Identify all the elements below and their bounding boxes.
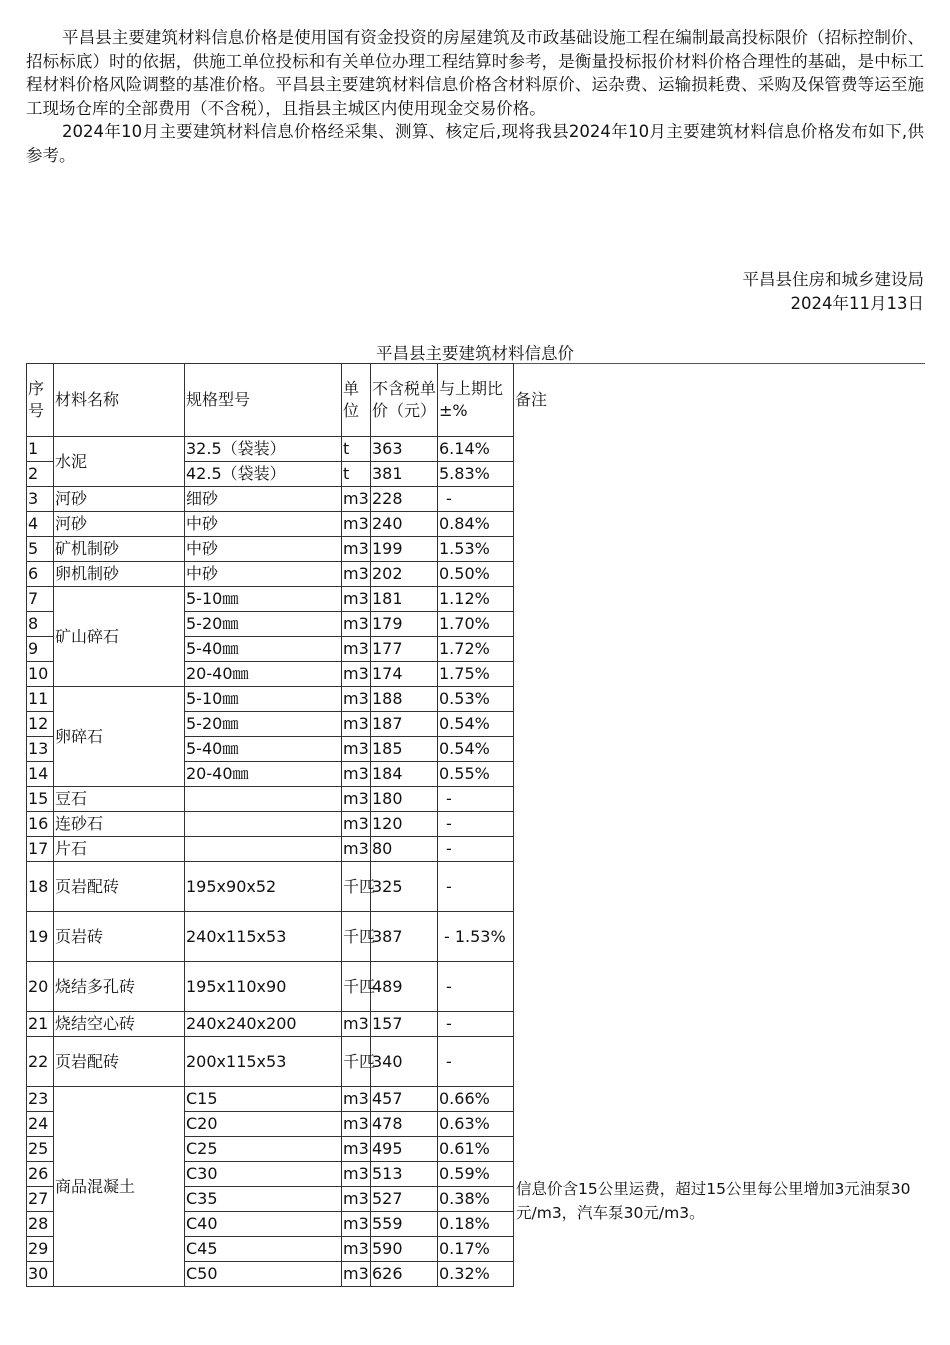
- row-change: 0.63%: [438, 1112, 514, 1137]
- row-spec: C45: [185, 1237, 342, 1262]
- row-spec: 195x110x90: [185, 962, 342, 1012]
- row-price: 495: [371, 1137, 438, 1162]
- row-change: 1.75%: [438, 662, 514, 687]
- row-change: 1.53%: [438, 537, 514, 562]
- row-no: 7: [27, 587, 54, 612]
- row-spec: C20: [185, 1112, 342, 1137]
- row-unit: m3: [342, 662, 371, 687]
- row-unit: m3: [342, 1087, 371, 1112]
- row-unit: m3: [342, 837, 371, 862]
- row-spec: C40: [185, 1212, 342, 1237]
- row-spec: 5-10㎜: [185, 587, 342, 612]
- row-remark: [514, 537, 925, 562]
- row-spec: [185, 787, 342, 812]
- row-remark: [514, 587, 925, 612]
- row-no: 4: [27, 512, 54, 537]
- row-unit: m3: [342, 1262, 371, 1287]
- row-change: 0.84%: [438, 512, 514, 537]
- row-material-name: 卵碎石: [54, 687, 185, 787]
- row-spec: 5-40㎜: [185, 737, 342, 762]
- row-unit: m3: [342, 762, 371, 787]
- row-price: 179: [371, 612, 438, 637]
- row-no: 28: [27, 1212, 54, 1237]
- row-price: 188: [371, 687, 438, 712]
- row-remark: [514, 437, 925, 462]
- row-price: 478: [371, 1112, 438, 1137]
- issuer-name: 平昌县住房和城乡建设局: [742, 270, 924, 289]
- row-spec: 20-40㎜: [185, 662, 342, 687]
- row-unit: t: [342, 437, 371, 462]
- row-remark: [514, 512, 925, 537]
- row-no: 29: [27, 1237, 54, 1262]
- row-unit: m3: [342, 787, 371, 812]
- row-material-name: 水泥: [54, 437, 185, 487]
- row-unit: m3: [342, 537, 371, 562]
- row-no: 8: [27, 612, 54, 637]
- row-price: 180: [371, 787, 438, 812]
- row-remark: [514, 637, 925, 662]
- row-material-name: 烧结多孔砖: [54, 962, 185, 1012]
- row-remark: [514, 737, 925, 762]
- row-change: 1.12%: [438, 587, 514, 612]
- table-row: [27, 787, 925, 812]
- row-no: 11: [27, 687, 54, 712]
- table-row: [27, 537, 925, 562]
- row-change: -: [438, 862, 514, 912]
- row-change: 0.50%: [438, 562, 514, 587]
- row-no: 30: [27, 1262, 54, 1287]
- row-no: 12: [27, 712, 54, 737]
- row-no: 10: [27, 662, 54, 687]
- row-remark: [514, 837, 925, 862]
- row-no: 22: [27, 1037, 54, 1087]
- header-unit: 单位: [342, 364, 371, 437]
- row-spec: 5-40㎜: [185, 637, 342, 662]
- table-row: [27, 1087, 925, 1112]
- row-unit: m3: [342, 512, 371, 537]
- table-row: [27, 437, 925, 462]
- row-change: 0.66%: [438, 1087, 514, 1112]
- row-no: 20: [27, 962, 54, 1012]
- row-no: 21: [27, 1012, 54, 1037]
- row-spec: 240x240x200: [185, 1012, 342, 1037]
- row-material-name: 河砂: [54, 487, 185, 512]
- row-spec: 200x115x53: [185, 1037, 342, 1087]
- row-material-name: 卵机制砂: [54, 562, 185, 587]
- row-unit: m3: [342, 612, 371, 637]
- row-no: 13: [27, 737, 54, 762]
- row-remark: [514, 812, 925, 837]
- row-material-name: 豆石: [54, 787, 185, 812]
- row-unit: 千匹: [342, 962, 371, 1012]
- row-unit: m3: [342, 487, 371, 512]
- row-change: -: [438, 962, 514, 1012]
- row-change: 5.83%: [438, 462, 514, 487]
- table-header-row: [27, 364, 925, 437]
- row-material-name: 烧结空心砖: [54, 1012, 185, 1037]
- row-change: 0.32%: [438, 1262, 514, 1287]
- row-price: 387: [371, 912, 438, 962]
- row-price: 513: [371, 1162, 438, 1187]
- row-spec: C35: [185, 1187, 342, 1212]
- row-remark: [514, 1012, 925, 1037]
- header-name: 材料名称: [54, 364, 185, 437]
- row-change: 0.55%: [438, 762, 514, 787]
- row-price: 187: [371, 712, 438, 737]
- concrete-remark: 信息价含15公里运费，超过15公里每公里增加3元油泵30元/m3，汽车泵30元/m3。: [516, 1179, 911, 1222]
- row-no: 5: [27, 537, 54, 562]
- row-price: 340: [371, 1037, 438, 1087]
- row-unit: 千匹: [342, 1037, 371, 1087]
- row-spec: 32.5（袋装）: [185, 437, 342, 462]
- header-change: 与上期比±%: [438, 364, 514, 437]
- row-material-name: 页岩配砖: [54, 1037, 185, 1087]
- row-change: 0.54%: [438, 737, 514, 762]
- row-no: 14: [27, 762, 54, 787]
- row-change: 0.17%: [438, 1237, 514, 1262]
- row-no: 25: [27, 1137, 54, 1162]
- row-remark: [514, 612, 925, 637]
- row-unit: m3: [342, 562, 371, 587]
- row-no: 18: [27, 862, 54, 912]
- row-material-name: 片石: [54, 837, 185, 862]
- table-row: [27, 812, 925, 837]
- row-unit: 千匹: [342, 862, 371, 912]
- row-no: 26: [27, 1162, 54, 1187]
- row-price: 527: [371, 1187, 438, 1212]
- row-spec: 中砂: [185, 562, 342, 587]
- row-remark: [514, 487, 925, 512]
- row-material-name: 连砂石: [54, 812, 185, 837]
- row-remark: [514, 787, 925, 812]
- row-material-name: 页岩砖: [54, 912, 185, 962]
- intro-text: [26, 26, 924, 167]
- row-price: 184: [371, 762, 438, 787]
- table-row: [27, 687, 925, 712]
- intro-paragraph-1: 平昌县主要建筑材料信息价格是使用国有资金投资的房屋建筑及市政基础设施工程在编制最高投标限价（招标控制价、招标标底）时的依据，供施工单位投标和有关单位办理工程结算时参考，是衡量投标报价材料价格合理性的基础，是中标工程材料价格风险调整的基准价格。平昌县主要建筑材料信息价格含材料原价、运杂费、运输损耗费、采购及保管费等运至施工现场仓库的全部费用（不含税），且指县主城区内使用现金交易价格。: [26, 28, 924, 118]
- row-remark: [514, 687, 925, 712]
- row-price: 240: [371, 512, 438, 537]
- row-unit: m3: [342, 1137, 371, 1162]
- row-price: 177: [371, 637, 438, 662]
- row-price: 381: [371, 462, 438, 487]
- row-change: -: [438, 812, 514, 837]
- row-material-name: 矿机制砂: [54, 537, 185, 562]
- row-spec: 20-40㎜: [185, 762, 342, 787]
- row-material-name: 商品混凝土: [54, 1087, 185, 1287]
- row-unit: m3: [342, 812, 371, 837]
- table-row: [27, 587, 925, 612]
- row-change: -: [438, 837, 514, 862]
- row-spec: [185, 812, 342, 837]
- row-price: 457: [371, 1087, 438, 1112]
- table-row: [27, 512, 925, 537]
- row-change: 1.72%: [438, 637, 514, 662]
- row-change: 6.14%: [438, 437, 514, 462]
- row-unit: m3: [342, 687, 371, 712]
- table-row: [27, 962, 925, 1012]
- row-no: 19: [27, 912, 54, 962]
- row-unit: m3: [342, 637, 371, 662]
- row-spec: 240x115x53: [185, 912, 342, 962]
- row-unit: m3: [342, 1237, 371, 1262]
- row-change: -: [438, 487, 514, 512]
- row-price: 174: [371, 662, 438, 687]
- row-no: 2: [27, 462, 54, 487]
- row-no: 15: [27, 787, 54, 812]
- row-price: 626: [371, 1262, 438, 1287]
- row-change: 0.54%: [438, 712, 514, 737]
- row-change: 0.53%: [438, 687, 514, 712]
- row-no: 16: [27, 812, 54, 837]
- row-unit: m3: [342, 1112, 371, 1137]
- intro-paragraph-2: 2024年10月主要建筑材料信息价格经采集、测算、核定后,现将我县2024年10月主要建筑材料信息价格发布如下,供参考。: [26, 122, 924, 165]
- row-remark: [514, 662, 925, 687]
- row-remark: [514, 862, 925, 912]
- row-price: 590: [371, 1237, 438, 1262]
- row-unit: 千匹: [342, 912, 371, 962]
- row-no: 3: [27, 487, 54, 512]
- table-row: [27, 837, 925, 862]
- row-change: 0.38%: [438, 1187, 514, 1212]
- row-change: 0.18%: [438, 1212, 514, 1237]
- row-no: 23: [27, 1087, 54, 1112]
- row-unit: t: [342, 462, 371, 487]
- row-price: 80: [371, 837, 438, 862]
- row-no: 17: [27, 837, 54, 862]
- table-row: [27, 562, 925, 587]
- row-price: 325: [371, 862, 438, 912]
- row-material-name: 矿山碎石: [54, 587, 185, 687]
- header-spec: 规格型号: [185, 364, 342, 437]
- row-price: 185: [371, 737, 438, 762]
- row-spec: [185, 837, 342, 862]
- row-spec: 42.5（袋装）: [185, 462, 342, 487]
- row-remark: [514, 1037, 925, 1087]
- row-spec: 5-10㎜: [185, 687, 342, 712]
- price-table: [26, 363, 925, 1287]
- header-price: 不含税单价（元）: [371, 364, 438, 437]
- row-spec: 195x90x52: [185, 862, 342, 912]
- row-change: -: [438, 787, 514, 812]
- row-price: 181: [371, 587, 438, 612]
- row-unit: m3: [342, 737, 371, 762]
- row-remark: [514, 462, 925, 487]
- row-spec: 5-20㎜: [185, 712, 342, 737]
- row-spec: C50: [185, 1262, 342, 1287]
- row-remark: [514, 712, 925, 737]
- row-spec: 中砂: [185, 537, 342, 562]
- row-unit: m3: [342, 1012, 371, 1037]
- row-change: -: [438, 1037, 514, 1087]
- row-change: 0.59%: [438, 1162, 514, 1187]
- row-no: 9: [27, 637, 54, 662]
- row-remark: [514, 962, 925, 1012]
- header-no: 序号: [27, 364, 54, 437]
- row-no: 27: [27, 1187, 54, 1212]
- row-no: 24: [27, 1112, 54, 1137]
- row-price: 363: [371, 437, 438, 462]
- row-change: -: [438, 1012, 514, 1037]
- row-remark: [514, 562, 925, 587]
- row-price: 559: [371, 1212, 438, 1237]
- row-unit: m3: [342, 712, 371, 737]
- table-caption: 平昌县主要建筑材料信息价: [376, 344, 574, 363]
- row-change: - 1.53%: [438, 912, 514, 962]
- row-spec: C25: [185, 1137, 342, 1162]
- row-unit: m3: [342, 1212, 371, 1237]
- row-spec: C15: [185, 1087, 342, 1112]
- row-price: 202: [371, 562, 438, 587]
- table-row: [27, 1037, 925, 1087]
- row-price: 199: [371, 537, 438, 562]
- issue-date: 2024年11月13日: [790, 294, 924, 313]
- table-row: [27, 912, 925, 962]
- row-no: 1: [27, 437, 54, 462]
- table-row: [27, 862, 925, 912]
- table-row: [27, 487, 925, 512]
- row-change: 0.61%: [438, 1137, 514, 1162]
- row-spec: 中砂: [185, 512, 342, 537]
- row-price: 157: [371, 1012, 438, 1037]
- row-unit: m3: [342, 1187, 371, 1212]
- row-material-name: 页岩配砖: [54, 862, 185, 912]
- row-no: 6: [27, 562, 54, 587]
- row-price: 489: [371, 962, 438, 1012]
- row-spec: 细砂: [185, 487, 342, 512]
- row-unit: m3: [342, 587, 371, 612]
- row-change: 1.70%: [438, 612, 514, 637]
- row-unit: m3: [342, 1162, 371, 1187]
- row-spec: C30: [185, 1162, 342, 1187]
- row-price: 228: [371, 487, 438, 512]
- row-spec: 5-20㎜: [185, 612, 342, 637]
- row-remark: [514, 762, 925, 787]
- row-price: 120: [371, 812, 438, 837]
- header-remark: 备注: [514, 364, 925, 437]
- table-row: [27, 1012, 925, 1037]
- row-material-name: 河砂: [54, 512, 185, 537]
- row-remark: [514, 912, 925, 962]
